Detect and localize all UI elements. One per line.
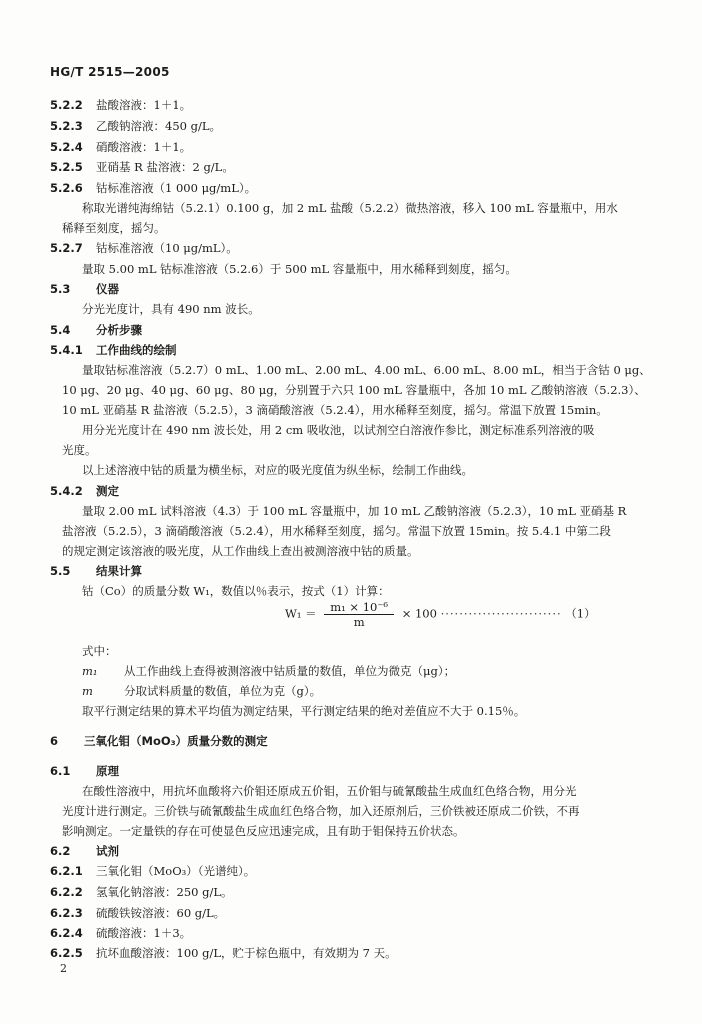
clause-5-4-2: 5.4.2 测定: [50, 484, 119, 498]
clause-6-2: 6.2 试剂: [50, 844, 119, 858]
para-5-5-tolerance: 取平行测定结果的算术平均值为测定结果，平行测定结果的绝对差值应不大于 0.15％。: [82, 704, 526, 718]
page-number: 2: [60, 962, 67, 975]
para-5-5: 钴（Co）的质量分数 W₁，数值以％表示，按式（1）计算：: [82, 584, 390, 598]
para-5-4-1-line2: 10 μg、20 μg、40 μg、60 μg、80 μg，分别置于六只 100 mL 容量瓶中，各加 10 mL 乙酸钠溶液（5.2.3）、: [62, 383, 646, 397]
clause-5-3: 5.3 仪器: [50, 282, 119, 296]
clause-5-2-7: 5.2.7 钴标准溶液（10 μg/mL）。: [50, 241, 238, 255]
para-5-4-1-line3: 10 mL 亚硝基 R 盐溶液（5.2.5），3 滴硝酸溶液（5.2.4），用水稀释至刻度，摇匀。常温下放置 15min。: [62, 403, 608, 417]
formula-1: [285, 600, 596, 629]
clause-6-2-2: 6.2.2 氢氧化钠溶液：250 g/L。: [50, 885, 233, 899]
para-5-4-1-line4: 用分光光度计在 490 nm 波长处，用 2 cm 吸收池，以试剂空白溶液作参比，测定标准系列溶液的吸: [82, 423, 595, 437]
standard-header: HG/T 2515—2005: [50, 65, 170, 79]
para-5-2-6-line1: 称取光谱纯海绵钴（5.2.1）0.100 g，加 2 mL 盐酸（5.2.2）微热溶液，移入 100 mL 容量瓶中，用水: [82, 201, 618, 215]
clause-5-5: 5.5 结果计算: [50, 564, 142, 578]
para-5-4-1-line5: 光度。: [62, 443, 97, 457]
definition-m: m 分取试料质量的数值，单位为克（g）。: [82, 684, 322, 698]
formula-number: （1）: [565, 606, 596, 621]
section-6-heading: 6 三氧化钼（MoO₃）质量分数的测定: [50, 734, 268, 748]
para-6-1-line2: 光度计进行测定。三价铁与硫氰酸盐生成血红色络合物，加入还原剂后，三价铁被还原成二价铁，不再: [62, 804, 580, 818]
formula-denominator: m: [353, 615, 365, 629]
clause-5-4: 5.4 分析步骤: [50, 323, 142, 337]
formula-numerator: m₁ × 10⁻⁶: [324, 600, 394, 615]
clause-5-2-6: 5.2.6 钴标准溶液（1 000 μg/mL）。: [50, 181, 257, 195]
clause-5-2-2: 5.2.2 盐酸溶液：1＋1。: [50, 98, 192, 112]
para-5-2-6-line2: 稀释至刻度，摇匀。: [62, 221, 166, 235]
para-5-4-2-line2: 盐溶液（5.2.5），3 滴硝酸溶液（5.2.4），用水稀释至刻度，摇匀。常温下放置 15min。按 5.4.1 中第二段: [62, 524, 611, 538]
definition-m1: m₁ 从工作曲线上查得被测溶液中钴质量的数值，单位为微克（μg）；: [82, 664, 456, 678]
para-5-2-7: 量取 5.00 mL 钴标准溶液（5.2.6）于 500 mL 容量瓶中，用水稀释到刻度，摇匀。: [82, 262, 517, 276]
para-5-4-2-line3: 的规定测定该溶液的吸光度，从工作曲线上查出被测溶液中钴的质量。: [62, 544, 419, 558]
clause-6-2-5: 6.2.5 抗坏血酸溶液：100 g/L，贮于棕色瓶中，有效期为 7 天。: [50, 946, 397, 960]
formula-fraction: [324, 600, 394, 629]
para-5-4-1-line1: 量取钴标准溶液（5.2.7）0 mL、1.00 mL、2.00 mL、4.00 mL、6.00 mL、8.00 mL，相当于含钴 0 μg、: [82, 363, 651, 377]
clause-6-2-3: 6.2.3 硫酸铁铵溶液：60 g/L。: [50, 906, 226, 920]
clause-5-4-1: 5.4.1 工作曲线的绘制: [50, 343, 177, 357]
clause-5-2-4: 5.2.4 硝酸溶液：1＋1。: [50, 140, 192, 154]
para-5-4-2-line1: 量取 2.00 mL 试料溶液（4.3）于 100 mL 容量瓶中，加 10 mL 乙酸钠溶液（5.2.3），10 mL 亚硝基 R: [82, 504, 627, 518]
formula-lhs: W₁ ＝: [285, 606, 317, 621]
formula-rhs: × 100: [401, 606, 437, 621]
para-6-1-line1: 在酸性溶液中，用抗坏血酸将六价钼还原成五价钼，五价钼与硫氰酸盐生成血红色络合物，用分光: [82, 784, 577, 798]
para-5-3: 分光光度计，具有 490 nm 波长。: [82, 302, 260, 316]
clause-5-2-3: 5.2.3 乙酸钠溶液：450 g/L。: [50, 119, 221, 133]
clause-6-2-4: 6.2.4 硫酸溶液：1＋3。: [50, 926, 192, 940]
clause-6-1: 6.1 原理: [50, 764, 119, 778]
para-6-1-line3: 影响测定。一定量铁的存在可使显色反应迅速完成，且有助于钼保持五价状态。: [62, 824, 465, 838]
clause-6-2-1: 6.2.1 三氧化钼（MoO₃）（光谱纯）。: [50, 864, 256, 878]
para-5-4-1-line6: 以上述溶液中钴的质量为横坐标，对应的吸光度值为纵坐标，绘制工作曲线。: [82, 463, 473, 477]
formula-leader-dots: ··························: [440, 606, 562, 621]
where-label: 式中：: [82, 644, 117, 658]
clause-5-2-5: 5.2.5 亚硝基 R 盐溶液：2 g/L。: [50, 160, 234, 174]
